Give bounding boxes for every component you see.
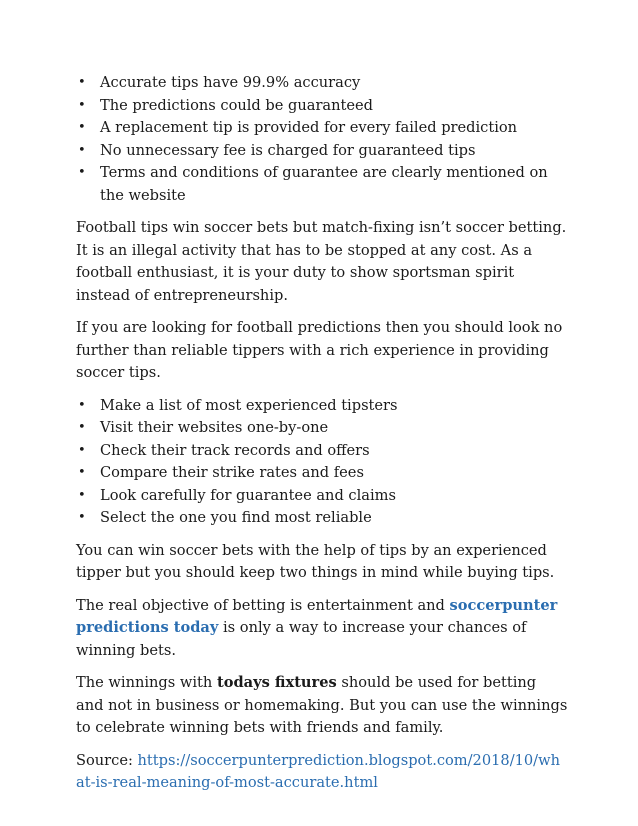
source-line	[76, 750, 568, 795]
soccerpunter-predictions-link[interactable]: soccerpunter predictions today	[76, 596, 558, 636]
list-item: • The predictions could be guaranteed	[76, 95, 568, 118]
benefits-list	[76, 72, 568, 207]
list-item: • A replacement tip is provided for every failed prediction	[76, 117, 568, 140]
list-item: • Check their track records and offers	[76, 440, 568, 463]
paragraph-betting-objective	[76, 595, 568, 663]
paragraph-looking-for-predictions: If you are looking for football predictions then you should look no further than reliable tippers with a rich experience in providing soccer tips.	[76, 319, 563, 381]
list-item: • Select the one you find most reliable	[76, 507, 568, 530]
text-segment: The winnings with	[76, 674, 217, 691]
text-segment: is only a way to increase your chances of winning bets.	[76, 619, 527, 659]
text-segment: The real objective of betting is entertainment and	[76, 596, 450, 614]
list-item: • Look carefully for guarantee and claims	[76, 485, 568, 508]
list-item: • Compare their strike rates and fees	[76, 462, 568, 485]
list-item: • Visit their websites one-by-one	[76, 417, 568, 440]
list-item: • Accurate tips have 99.9% accuracy	[76, 72, 568, 95]
source-label: Source:	[76, 751, 138, 769]
todays-fixtures-text: todays fixtures	[216, 674, 337, 691]
paragraph-win-soccer-bets: You can win soccer bets with the help of tips by an experienced tipper but you should keep two things in mind while buying tips.	[76, 541, 555, 581]
list-item: • Terms and conditions of guarantee are clearly mentioned on the website	[76, 162, 568, 207]
paragraph-match-fixing: Football tips win soccer bets but match-fixing isn’t soccer betting. It is an illegal activity that has to be stopped at any cost. As a football enthusiast, it is your duty to show sportsman spirit instead of entrepreneurship.	[76, 219, 567, 304]
document-page	[76, 72, 568, 805]
steps-list	[76, 395, 568, 530]
source-url-link[interactable]: https://soccerpunterprediction.blogspot.com/2018/10/what-is-real-meaning-of-most-accurate.html	[76, 751, 560, 791]
text-segment: should be used for betting and not in business or homemaking. But you can use the winnings to celebrate winning bets with friends and family.	[76, 674, 568, 736]
list-item: • No unnecessary fee is charged for guaranteed tips	[76, 140, 568, 163]
list-item: • Make a list of most experienced tipsters	[76, 395, 568, 418]
paragraph-winnings	[76, 672, 568, 740]
